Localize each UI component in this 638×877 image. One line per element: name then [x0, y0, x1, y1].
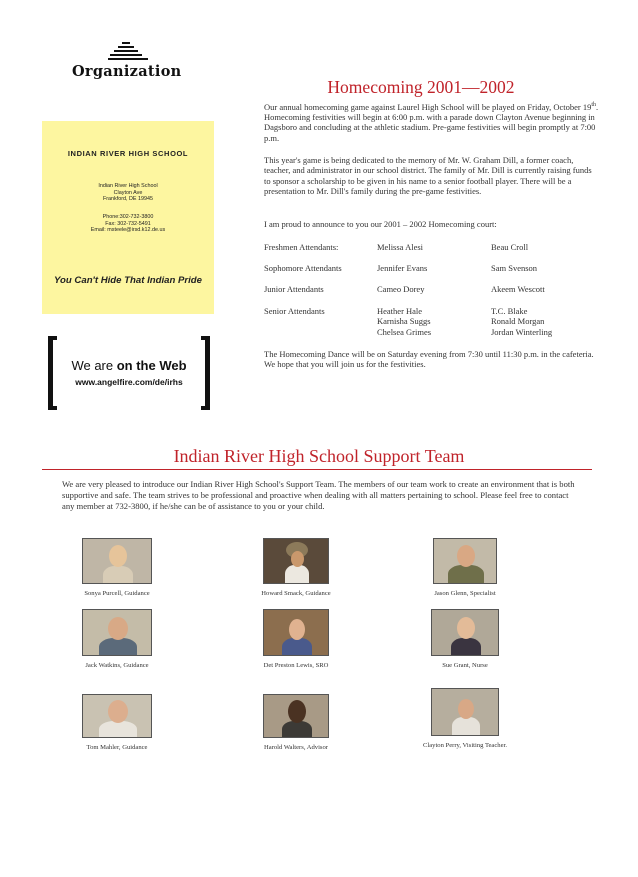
court-male: Akeem Wescott — [491, 284, 545, 294]
member-caption: Sue Grant, Nurse — [442, 662, 488, 669]
team-member-card — [42, 538, 192, 597]
homecoming-paragraph-dedication: This year's game is being dedicated to the memory of Mr. W. Graham Dill, a former coach, teacher, and administrator in our school district. The family of Mr. Dill is currently raising funds to sponsor a scholarship to be given in his name to a senior football player. There will be a presentation to Mr. Dill's family during the pre-game festivities. — [264, 155, 592, 196]
court-male: Ronald Morgan — [491, 316, 545, 327]
team-member-card — [221, 538, 371, 597]
member-photo — [263, 694, 329, 738]
hc-p1-text-rest: . Homecoming festivities will begin at 6:00 p.m. with a parade down Clayton Avenue beginning in Dagsboro and concluding at the athletic stadium. Pre-game festivities will begin promptly at 7:00 p.m. — [264, 101, 599, 143]
court-role: Senior Attendants — [264, 306, 325, 316]
court-female: Chelsea Grimes — [377, 326, 432, 337]
court-female-list — [377, 306, 431, 337]
homecoming-paragraph-dance: The Homecoming Dance will be on Saturday evening from 7:30 until 11:30 p.m. in the cafeteria. We hope that you will join us for the festivities. — [264, 349, 594, 370]
member-caption: Jack Watkins, Guidance — [85, 662, 149, 669]
card-school-name: INDIAN RIVER HIGH SCHOOL — [67, 149, 189, 158]
team-member-card — [221, 609, 371, 669]
web-url-link[interactable]: www.angelfire.com/de/irhs — [75, 377, 183, 387]
bracket-left-icon — [48, 336, 57, 410]
card-email: Email: msteele@irsd.k12.de.us — [90, 227, 166, 234]
court-role: Freshmen Attendants: — [264, 242, 339, 252]
team-member-card — [390, 538, 540, 597]
court-male: Sam Svenson — [491, 263, 538, 273]
member-photo — [431, 688, 499, 736]
hc-p1-sup: th — [591, 102, 596, 108]
homecoming-paragraph-game — [264, 100, 600, 143]
support-team-intro: We are very pleased to introduce our Indian River High School's Support Team. The members of our team work to create an environment that is both supportive and safe. The team strives to be professional and proactive when dealing with all matters pertaining to school. Please feel free to contact any member at 732-3800, if he/she can be of assistance to you or your child. — [62, 479, 575, 511]
court-female: Melissa Alesi — [377, 242, 424, 252]
card-phone: Phone:302-732-3800 — [102, 214, 154, 220]
member-photo — [82, 538, 152, 584]
member-photo — [263, 609, 329, 656]
support-team-title: Indian River High School Support Team — [173, 446, 465, 466]
member-caption: Harold Walters, Advisor — [264, 744, 328, 751]
card-address-line: Indian River High School — [98, 183, 158, 189]
team-member-card — [42, 609, 192, 669]
court-role: Junior Attendants — [264, 284, 324, 294]
hc-p1-text: Our annual homecoming game against Laurel High School will be played on Friday, October 19 — [264, 101, 592, 112]
court-male: T.C. Blake — [491, 306, 528, 316]
team-member-card — [390, 688, 540, 749]
stairs-logo-icon — [108, 42, 152, 62]
homecoming-title: Homecoming 2001—2002 — [327, 77, 515, 97]
member-caption: Tom Mahler, Guidance — [86, 744, 148, 751]
court-role: Sophomore Attendants — [264, 263, 342, 273]
card-contact — [42, 214, 214, 234]
bracket-right-icon — [201, 336, 210, 410]
section-divider — [42, 469, 592, 470]
homecoming-paragraph-court-intro: I am proud to announce to you our 2001 – 2002 Homecoming court: — [264, 219, 497, 229]
court-female: Karnisha Suggs — [377, 316, 431, 327]
web-banner-title — [48, 358, 210, 373]
member-caption: Sonya Purcell, Guidance — [84, 590, 150, 597]
card-address-line: Clayton Ave — [113, 189, 143, 196]
card-slogan: You Can't Hide That Indian Pride — [54, 275, 202, 286]
web-title-prefix: We are — [71, 358, 117, 373]
court-male-list — [491, 306, 552, 337]
court-female: Cameo Dorey — [377, 284, 425, 294]
organization-label: Organization — [72, 63, 182, 80]
member-photo — [82, 694, 152, 738]
member-photo — [431, 609, 499, 656]
team-member-card — [221, 694, 371, 751]
court-male: Jordan Winterling — [491, 326, 553, 337]
team-member-card — [42, 694, 192, 751]
court-female: Heather Hale — [377, 306, 423, 316]
card-address-line: Frankford, DE 19945 — [102, 196, 154, 203]
court-female: Jennifer Evans — [377, 263, 428, 273]
web-title-bold: on the Web — [116, 358, 187, 373]
card-address — [42, 183, 214, 203]
member-caption: Jason Glenn, Specialist — [434, 590, 496, 597]
organization-logo — [70, 42, 190, 84]
card-fax: Fax: 302-732-5491 — [105, 220, 151, 227]
member-caption: Howard Smack, Guidance — [261, 590, 331, 597]
member-photo — [82, 609, 152, 656]
member-caption: Det Preston Lewis, SRO — [263, 662, 329, 669]
team-member-card — [390, 609, 540, 669]
web-banner — [48, 336, 210, 410]
member-photo — [433, 538, 497, 584]
member-photo — [263, 538, 329, 584]
school-info-card — [42, 121, 214, 314]
court-male: Beau Croll — [491, 242, 529, 252]
member-caption: Clayton Perry, Visiting Teacher. — [423, 742, 507, 749]
